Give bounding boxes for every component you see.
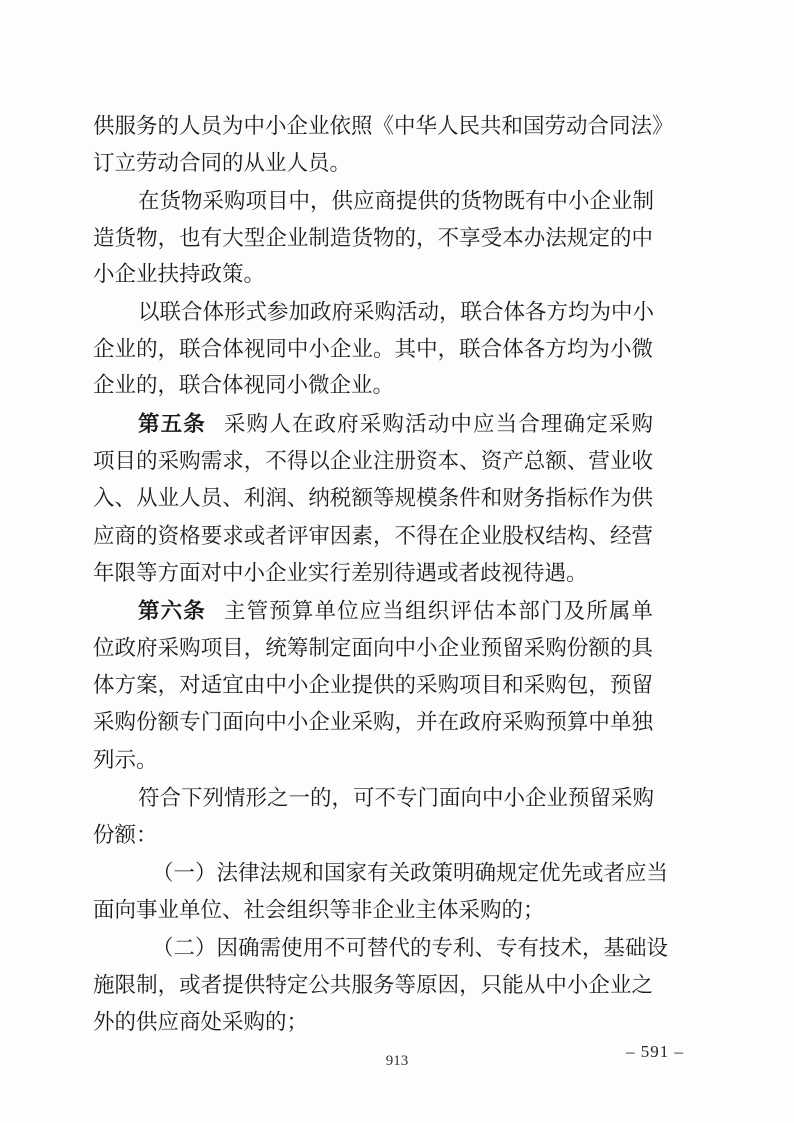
body-line: 项目的采购需求，不得以企业注册资本、资产总额、营业收 bbox=[93, 449, 653, 474]
body-line: 供服务的人员为中小企业依照《中华人民共和国劳动合同法》 bbox=[93, 114, 674, 139]
body-line: 订立劳动合同的从业人员。 bbox=[93, 151, 352, 176]
list-item-one: （一）法律法规和国家有关政策明确规定优先或者应当 bbox=[152, 861, 669, 886]
article-six-heading: 第六条 bbox=[138, 599, 206, 624]
body-line: 以联合体形式参加政府采购活动，联合体各方均为中小 bbox=[138, 300, 655, 325]
body-line: 入、从业人员、利润、纳税额等规模条件和财务指标作为供 bbox=[93, 486, 653, 511]
page-number: 913 bbox=[385, 1053, 409, 1069]
folio-number: – 591 – bbox=[626, 1042, 684, 1061]
body-text: 采购人在政府采购活动中应当合理确定采购 bbox=[223, 412, 653, 437]
article-five-first-line bbox=[138, 408, 653, 442]
body-line: 应商的资格要求或者评审因素，不得在企业股权结构、经营 bbox=[93, 524, 653, 549]
body-line: 面向事业单位、社会组织等非企业主体采购的； bbox=[93, 898, 545, 923]
body-line: 企业的，联合体视同小微企业。 bbox=[93, 373, 395, 398]
body-line: 位政府采购项目，统筹制定面向中小企业预留采购份额的具 bbox=[93, 636, 653, 661]
body-line: 符合下列情形之一的，可不专门面向中小企业预留采购 bbox=[138, 786, 655, 811]
body-line: 施限制，或者提供特定公共服务等原因，只能从中小企业之 bbox=[93, 973, 653, 998]
body-line: 体方案，对适宜由中小企业提供的采购项目和采购包，预留 bbox=[93, 673, 653, 698]
body-line: 列示。 bbox=[93, 748, 158, 773]
body-line: 采购份额专门面向中小企业采购，并在政府采购预算中单独 bbox=[93, 710, 653, 735]
article-five-heading: 第五条 bbox=[138, 412, 206, 437]
body-text: 主管预算单位应当组织评估本部门及所属单 bbox=[223, 599, 653, 624]
body-line: 份额： bbox=[93, 823, 158, 848]
body-line: 年限等方面对中小企业实行差别待遇或者歧视待遇。 bbox=[93, 561, 588, 586]
body-line: 造货物，也有大型企业制造货物的，不享受本办法规定的中 bbox=[93, 226, 653, 251]
body-line: 企业的，联合体视同中小企业。其中，联合体各方均为小微 bbox=[93, 337, 653, 362]
body-line: 在货物采购项目中，供应商提供的货物既有中小企业制 bbox=[138, 189, 655, 214]
article-six-first-line bbox=[138, 595, 653, 629]
body-line: 外的供应商处采购的； bbox=[93, 1010, 309, 1035]
list-item-two: （二）因确需使用不可替代的专利、专有技术，基础设 bbox=[152, 936, 669, 961]
body-line: 小企业扶持政策。 bbox=[93, 262, 266, 287]
